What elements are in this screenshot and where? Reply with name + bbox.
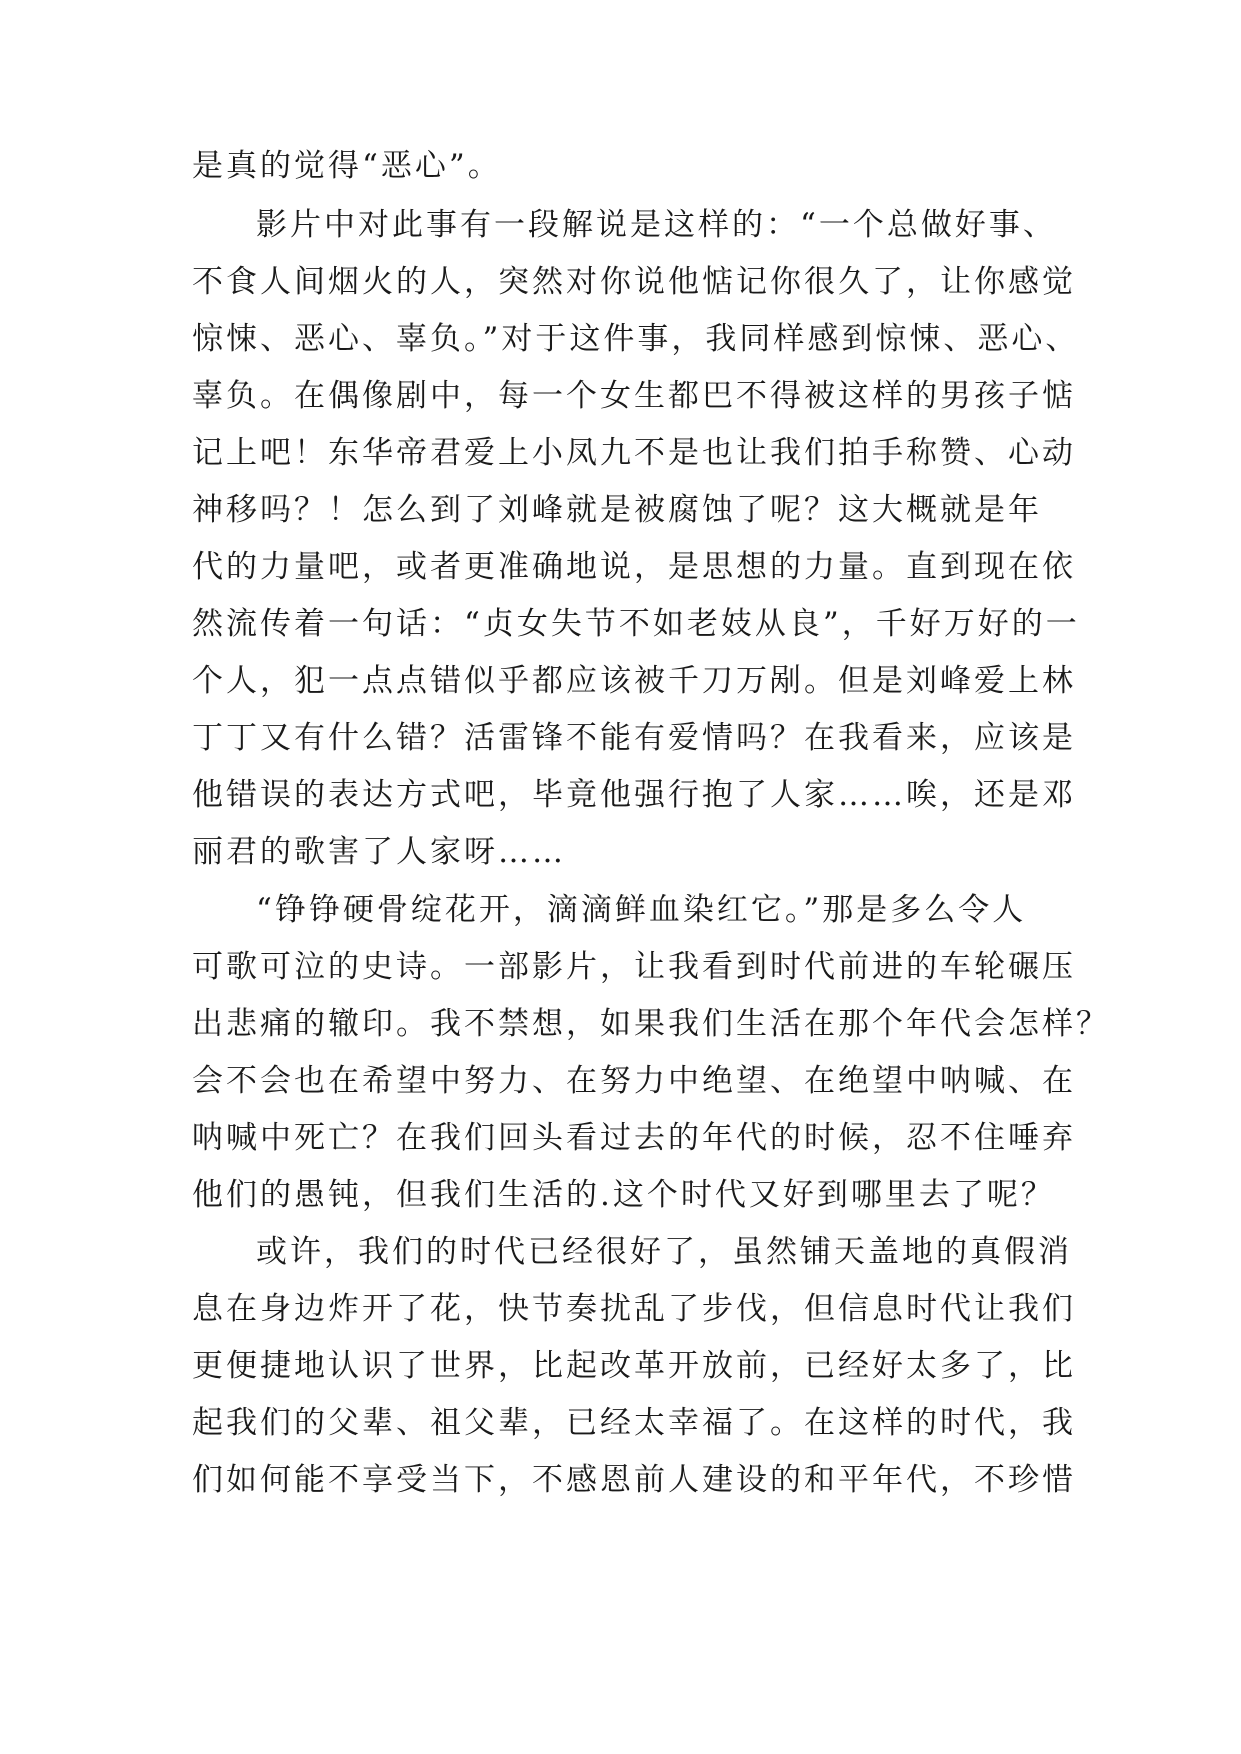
text-line: 影片中对此事有一段解说是这样的：“一个总做好事、 <box>256 207 1057 243</box>
text-line: 或许，我们的时代已经很好了，虽然铺天盖地的真假消 <box>256 1234 1072 1270</box>
text-line: 他们的愚钝，但我们生活的.这个时代又好到哪里去了呢？ <box>192 1177 1055 1213</box>
text-line: 是真的觉得“恶心”。 <box>192 148 502 184</box>
text-line: 他错误的表达方式吧，毕竟他强行抱了人家……唉，还是邓 <box>192 777 1076 813</box>
text-line: 可歌可泣的史诗。一部影片，让我看到时代前进的车轮碾压 <box>192 949 1076 985</box>
text-line: 记上吧！东华帝君爱上小凤九不是也让我们拍手称赞、心动 <box>192 435 1076 471</box>
text-line: 们如何能不享受当下，不感恩前人建设的和平年代，不珍惜 <box>192 1462 1076 1498</box>
text-line: 出悲痛的辙印。我不禁想，如果我们生活在那个年代会怎样？ <box>192 1006 1110 1042</box>
text-line: 然流传着一句话：“贞女失节不如老妓从良”，千好万好的一 <box>192 606 1080 642</box>
text-line: 神移吗？！怎么到了刘峰就是被腐蚀了呢？这大概就是年 <box>192 492 1042 528</box>
text-line: 丽君的歌害了人家呀…… <box>192 834 566 870</box>
text-line: 更便捷地认识了世界，比起改革开放前，已经好太多了，比 <box>192 1348 1076 1384</box>
text-line: 丁丁又有什么错？活雷锋不能有爱情吗？在我看来，应该是 <box>192 720 1076 756</box>
text-line: 会不会也在希望中努力、在努力中绝望、在绝望中呐喊、在 <box>192 1063 1076 1099</box>
text-line: 辜负。在偶像剧中，每一个女生都巴不得被这样的男孩子惦 <box>192 378 1076 414</box>
text-line: 起我们的父辈、祖父辈，已经太幸福了。在这样的时代，我 <box>192 1405 1076 1441</box>
text-line: 息在身边炸开了花，快节奏扰乱了步伐，但信息时代让我们 <box>192 1291 1076 1327</box>
text-line: 惊悚、恶心、辜负。”对于这件事，我同样感到惊悚、恶心、 <box>192 321 1080 357</box>
text-line: 个人，犯一点点错似乎都应该被千刀万剐。但是刘峰爱上林 <box>192 663 1076 699</box>
text-line: 呐喊中死亡？在我们回头看过去的年代的时候，忍不住唾弃 <box>192 1120 1076 1156</box>
text-line: “铮铮硬骨绽花开，滴滴鲜血染红它。”那是多么令人 <box>256 892 1027 928</box>
text-line: 不食人间烟火的人，突然对你说他惦记你很久了，让你感觉 <box>192 264 1076 300</box>
text-line: 代的力量吧，或者更准确地说，是思想的力量。直到现在依 <box>192 549 1076 585</box>
